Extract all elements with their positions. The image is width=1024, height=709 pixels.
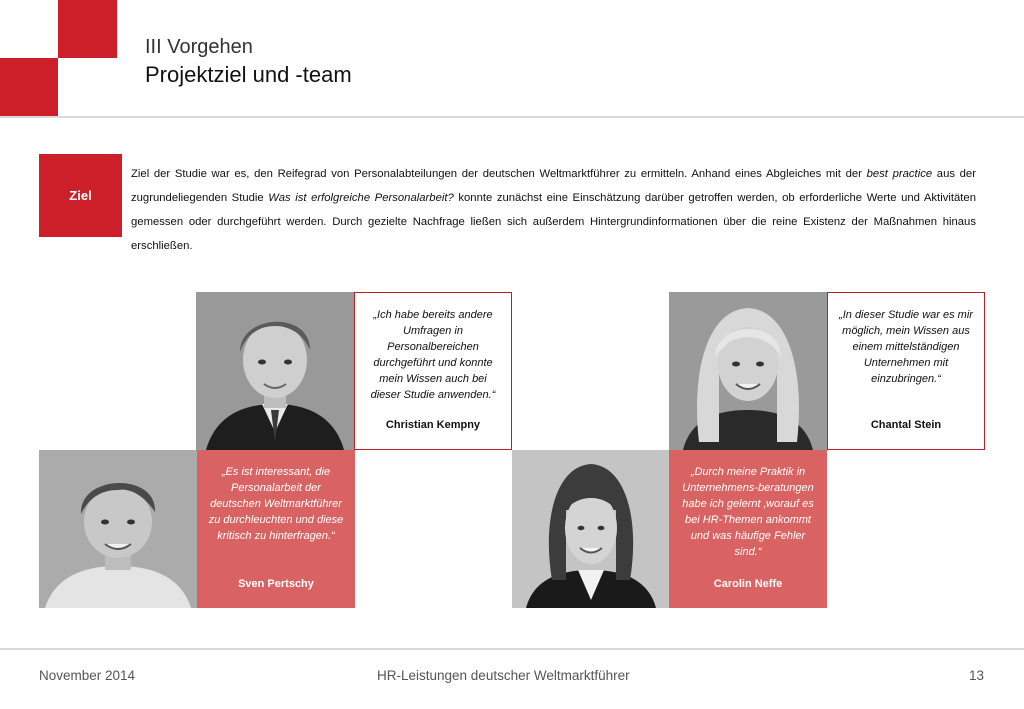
footer-date: November 2014 [39,668,136,683]
goal-text-part: aus der zugrundeliegenden Studie [131,168,976,204]
quote-author: Carolin Neffe [713,578,783,590]
quote-card [827,292,985,450]
photo-chantal-stein [669,292,827,450]
quote-text: „Ich habe bereits andere Umfragen in Personalbereichen durchgeführt und konnte mein Wissen auch bei dieser Studie anwenden.“ [370,309,496,401]
quote-author: Chantal Stein [870,419,942,431]
header-divider [0,116,1024,118]
photo-carolin-neffe [512,450,670,608]
quote-author: Christian Kempny [385,419,481,431]
portrait-image [39,450,197,608]
photo-sven-pertschy [39,450,197,608]
quote-text: „Durch meine Praktik in Unternehmens-beratungen habe ich gelernt ‚worauf es bei HR-Themen ankommt und was häufige Fehler sind.“ [682,466,814,558]
quote-text: „Es ist interessant, die Personalarbeit der deutschen Weltmarktführer zu durchleuchten und diese kritisch zu hinterfragen.“ [208,466,344,542]
logo-square-top-right [58,0,117,58]
portrait-image [196,292,354,450]
quote-card [197,450,355,608]
goal-text-part: konnte zunächst eine Einschätzung darüber getroffen werden, ob erforderliche Werte und Aktivitäten gemessen oder durchgeführt werden. Durch gezielte Nachfrage ließen sich außerdem Hintergrundinformationen über die reine Existenz der Maßnahmen hinaus erschließen. [131,192,976,252]
footer-title: HR-Leistungen deutscher Weltmarktführer [377,668,630,683]
quote-card [669,450,827,608]
footer-divider [0,648,1024,650]
page-number: 13 [969,668,985,683]
logo-square-blank [0,0,58,58]
logo-square-bottom [0,58,58,116]
quote-card [354,292,512,450]
slide-subtitle: III Vorgehen [145,36,253,58]
goal-text-emphasis: Was ist erfolgreiche Personalarbeit? [268,192,454,204]
goal-label: Ziel [69,188,92,203]
slide-title: Projektziel und -team [145,62,352,87]
goal-label-box [39,154,122,237]
goal-text [131,162,976,258]
quote-author: Sven Pertschy [238,578,314,590]
photo-christian-kempny [196,292,354,450]
goal-text-part: Ziel der Studie war es, den Reifegrad von Personalabteilungen der deutschen Weltmarktführer zu ermitteln. Anhand eines Abgleiches mit der [131,168,867,180]
goal-text-emphasis: best practice [866,168,933,180]
portrait-image [669,292,827,450]
quote-text: „In dieser Studie war es mir möglich, mein Wissen aus einem mittelständigen Unternehmen mit einzubringen.“ [839,309,973,385]
portrait-image [512,450,670,608]
